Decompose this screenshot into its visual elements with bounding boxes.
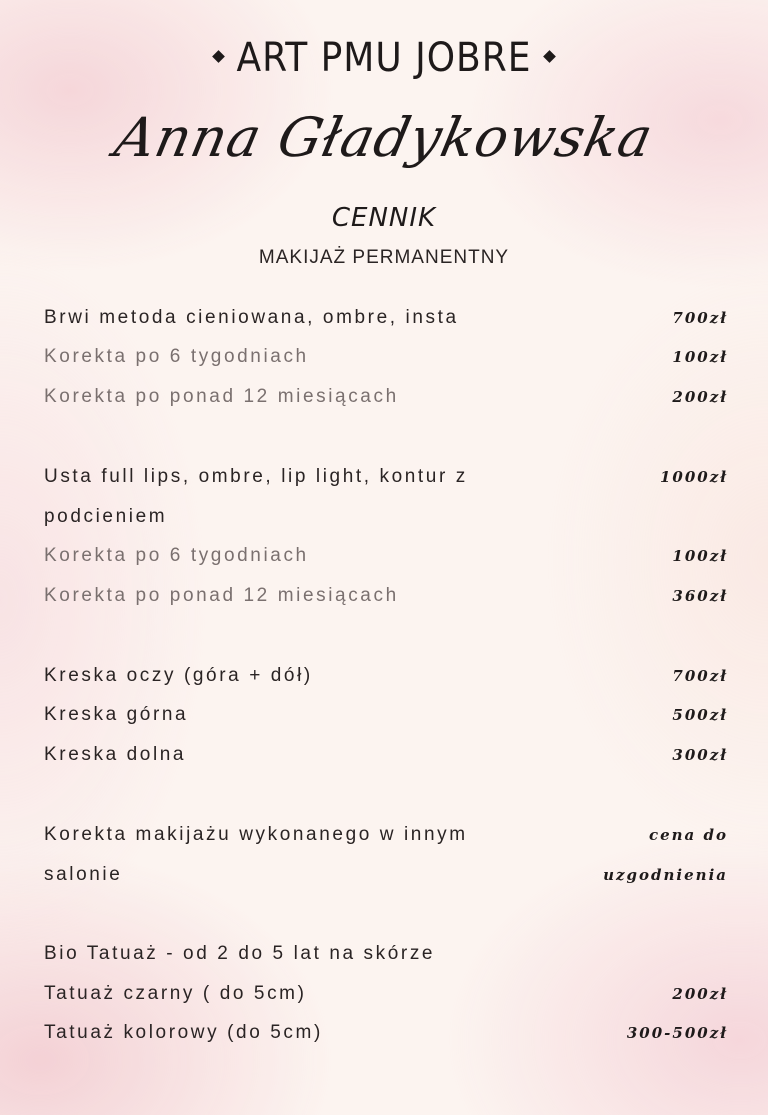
- service-name: Bio Tatuaż - od 2 do 5 lat na skórze: [44, 943, 436, 964]
- price-row: [44, 377, 728, 413]
- service-name: Korekta po ponad 12 miesiącach: [44, 585, 399, 606]
- page-subtitle: MAKIJAŻ PERMANENTNY: [258, 247, 510, 268]
- service-price: 200zł: [672, 985, 728, 1003]
- service-name-continuation: salonie: [44, 864, 123, 885]
- service-name-continuation: podcieniem: [44, 506, 168, 527]
- service-price: 100zł: [672, 348, 728, 366]
- page-title: CENNIK: [331, 203, 437, 233]
- service-name: Kreska oczy (góra + dół): [44, 665, 313, 686]
- price-row: [44, 735, 728, 771]
- price-row: [44, 815, 728, 851]
- price-row: [44, 974, 728, 1010]
- price-row: [44, 298, 728, 334]
- service-name: Brwi metoda cieniowana, ombre, insta: [44, 307, 459, 328]
- price-row: [44, 695, 728, 731]
- service-name: Korekta po ponad 12 miesiącach: [44, 386, 399, 407]
- price-row-continuation: [44, 855, 728, 891]
- service-price: 700zł: [672, 309, 728, 327]
- price-row: [44, 536, 728, 572]
- service-price: 1000zł: [659, 468, 728, 486]
- price-row: [44, 337, 728, 373]
- owner-signature: Anna Gładykowska: [109, 106, 659, 169]
- brand-name: ART PMU JOBRE: [236, 35, 532, 81]
- service-price: 200zł: [672, 388, 728, 406]
- service-price: cena do: [648, 826, 728, 844]
- service-price: 500zł: [672, 706, 728, 724]
- service-name: Usta full lips, ombre, lip light, kontur z: [44, 466, 468, 487]
- service-name: Korekta po 6 tygodniach: [44, 545, 309, 566]
- service-price-continuation: uzgodnienia: [603, 866, 728, 884]
- service-price: 700zł: [672, 667, 728, 685]
- service-name: Kreska dolna: [44, 744, 187, 765]
- service-price: 360zł: [672, 587, 728, 605]
- price-row-continuation: [44, 497, 728, 533]
- price-row: [44, 576, 728, 612]
- brand-title: [0, 30, 768, 86]
- service-name: Tatuaż kolorowy (do 5cm): [44, 1022, 323, 1043]
- price-row: [44, 934, 728, 970]
- service-price: 100zł: [672, 547, 728, 565]
- diamond-right-icon: [544, 50, 557, 63]
- price-row: [44, 656, 728, 692]
- diamond-left-icon: [212, 50, 225, 63]
- price-row: [44, 1013, 728, 1049]
- service-name: Tatuaż czarny ( do 5cm): [44, 983, 307, 1004]
- service-price: 300zł: [672, 746, 728, 764]
- price-row: [44, 457, 728, 493]
- service-name: Korekta makijażu wykonanego w innym: [44, 824, 468, 845]
- service-name: Kreska górna: [44, 704, 189, 725]
- service-name: Korekta po 6 tygodniach: [44, 346, 309, 367]
- service-price: 300-500zł: [626, 1024, 728, 1042]
